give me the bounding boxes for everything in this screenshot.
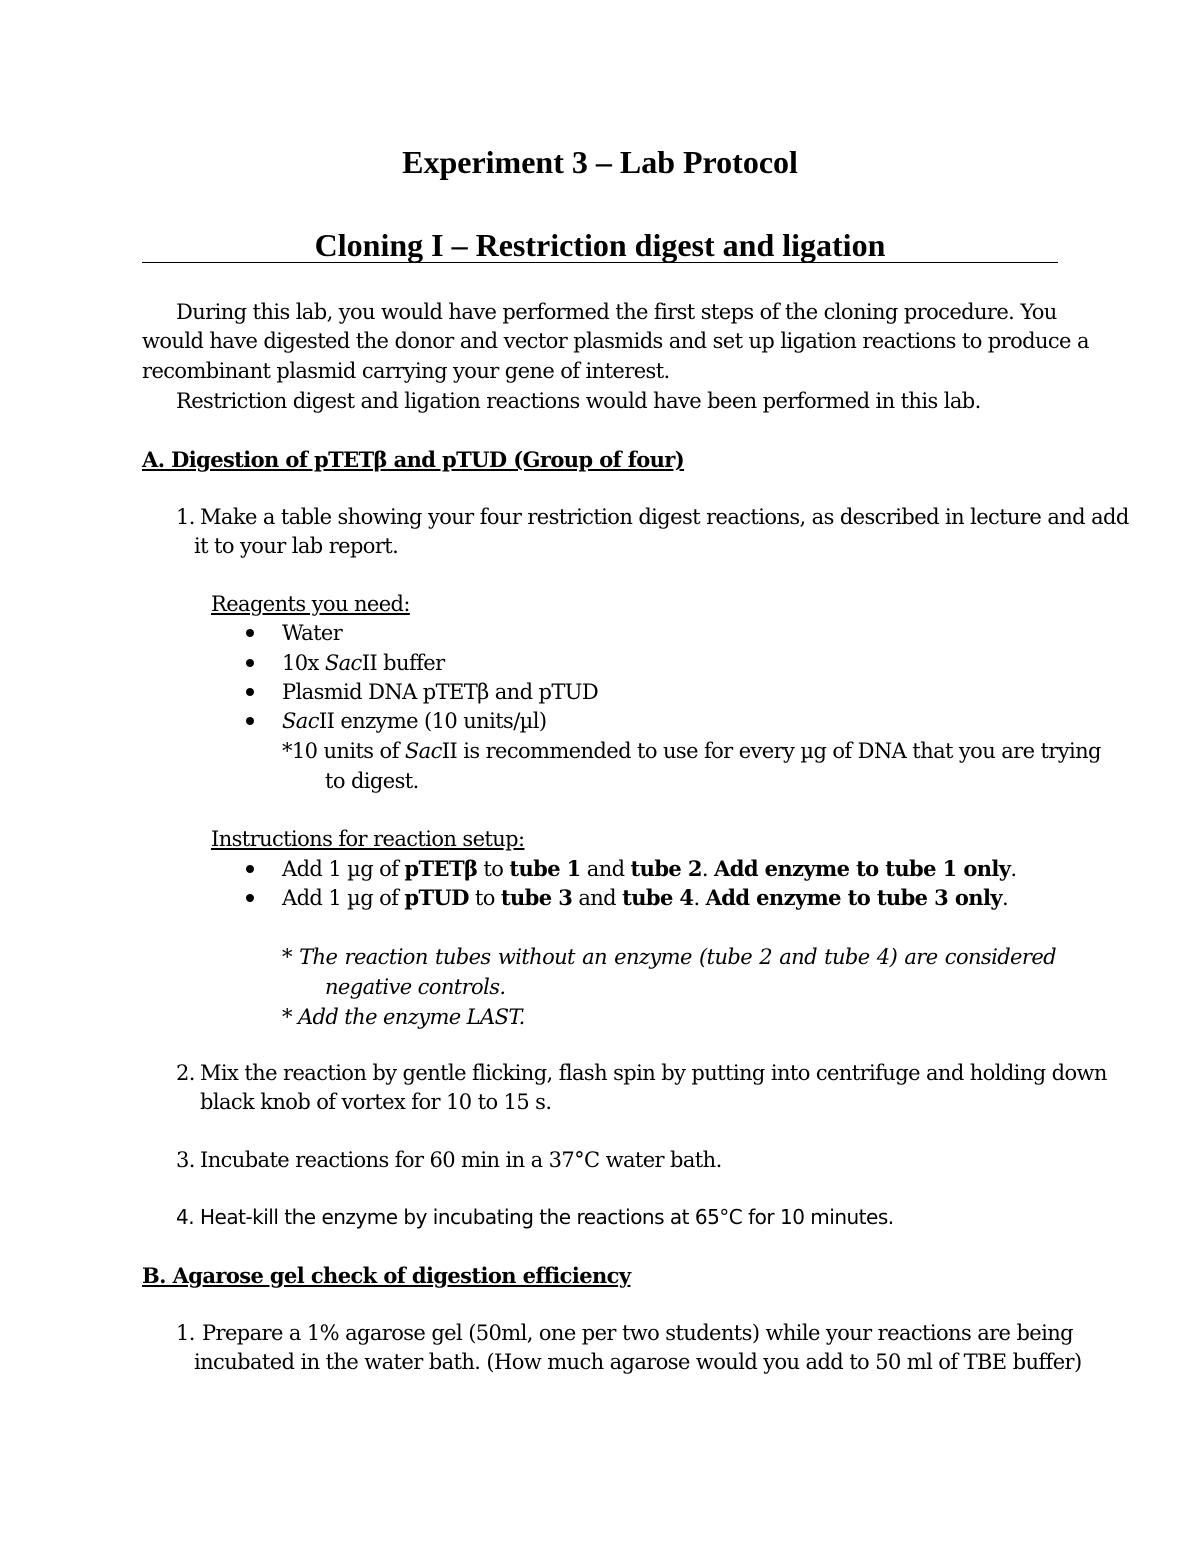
step-a3-line-1: Incubate reactions for 60 min in a 37°C water bath. (200, 1148, 722, 1172)
negative-control-note-line-2: negative controls. (325, 975, 506, 999)
reagent-buffer: 10x SacII buffer (282, 651, 445, 675)
step-b1-line-1: Prepare a 1% agarose gel (50ml, one per two students) while your reactions are being (202, 1321, 1074, 1345)
step-b1-number: 1. (176, 1321, 195, 1345)
reagent-note-line-2: to digest. (325, 769, 419, 793)
step-a4-number: 4. (176, 1205, 195, 1229)
reagents-heading: Reagents you need: (211, 592, 410, 616)
negative-control-note-line-1: * The reaction tubes without an enzyme (tube 2 and tube 4) are considered (282, 945, 1056, 969)
intro-line-2: would have digested the donor and vector plasmids and set up ligation reactions to produce a (142, 329, 1089, 353)
intro-line-3: recombinant plasmid carrying your gene of interest. (142, 359, 670, 383)
step-a4-line-1: Heat-kill the enzyme by incubating the reactions at 65°C for 10 minutes. (200, 1205, 894, 1229)
step-a2-line-2: black knob of vortex for 10 to 15 s. (200, 1090, 552, 1114)
instructions-heading: Instructions for reaction setup: (211, 827, 525, 851)
intro-line-4: Restriction digest and ligation reactions would have been performed in this lab. (176, 389, 981, 413)
section-b-heading: B. Agarose gel check of digestion efficiency (142, 1263, 631, 1288)
step-a1-line-2: it to your lab report. (194, 534, 399, 558)
page-subtitle: Cloning I – Restriction digest and ligation (314, 227, 886, 263)
step-b1-line-2: incubated in the water bath. (How much agarose would you add to 50 ml of TBE buffer) (194, 1350, 1082, 1374)
section-a-heading: A. Digestion of pTETβ and pTUD (Group of four) (142, 447, 685, 472)
bullet (246, 688, 254, 696)
intro-line-1: During this lab, you would have performed the first steps of the cloning procedure. You (176, 300, 1057, 324)
step-a2-number: 2. (176, 1061, 195, 1085)
bullet (246, 717, 254, 725)
reagent-enzyme: SacII enzyme (10 units/µl) (282, 709, 547, 733)
reagent-water: Water (282, 621, 343, 645)
instruction-1: Add 1 µg of pTETβ to tube 1 and tube 2. Add enzyme to tube 1 only. (282, 856, 1017, 881)
enzyme-last-note: * Add the enzyme LAST. (282, 1005, 525, 1029)
step-a2-line-1: Mix the reaction by gentle flicking, flash spin by putting into centrifuge and holding down (200, 1061, 1107, 1085)
step-a1-line-1: Make a table showing your four restriction digest reactions, as described in lecture and add (200, 505, 1129, 529)
step-a3-number: 3. (176, 1148, 195, 1172)
reagent-plasmid: Plasmid DNA pTETβ and pTUD (282, 680, 599, 704)
page-title: Experiment 3 – Lab Protocol (402, 144, 798, 180)
title-divider (142, 262, 1058, 263)
bullet (246, 659, 254, 667)
step-a1-number: 1. (176, 505, 195, 529)
bullet (246, 865, 254, 873)
bullet (246, 894, 254, 902)
instruction-2: Add 1 µg of pTUD to tube 3 and tube 4. Add enzyme to tube 3 only. (282, 885, 1009, 910)
bullet (246, 629, 254, 637)
reagent-note-line-1: *10 units of SacII is recommended to use for every µg of DNA that you are trying (282, 739, 1101, 763)
